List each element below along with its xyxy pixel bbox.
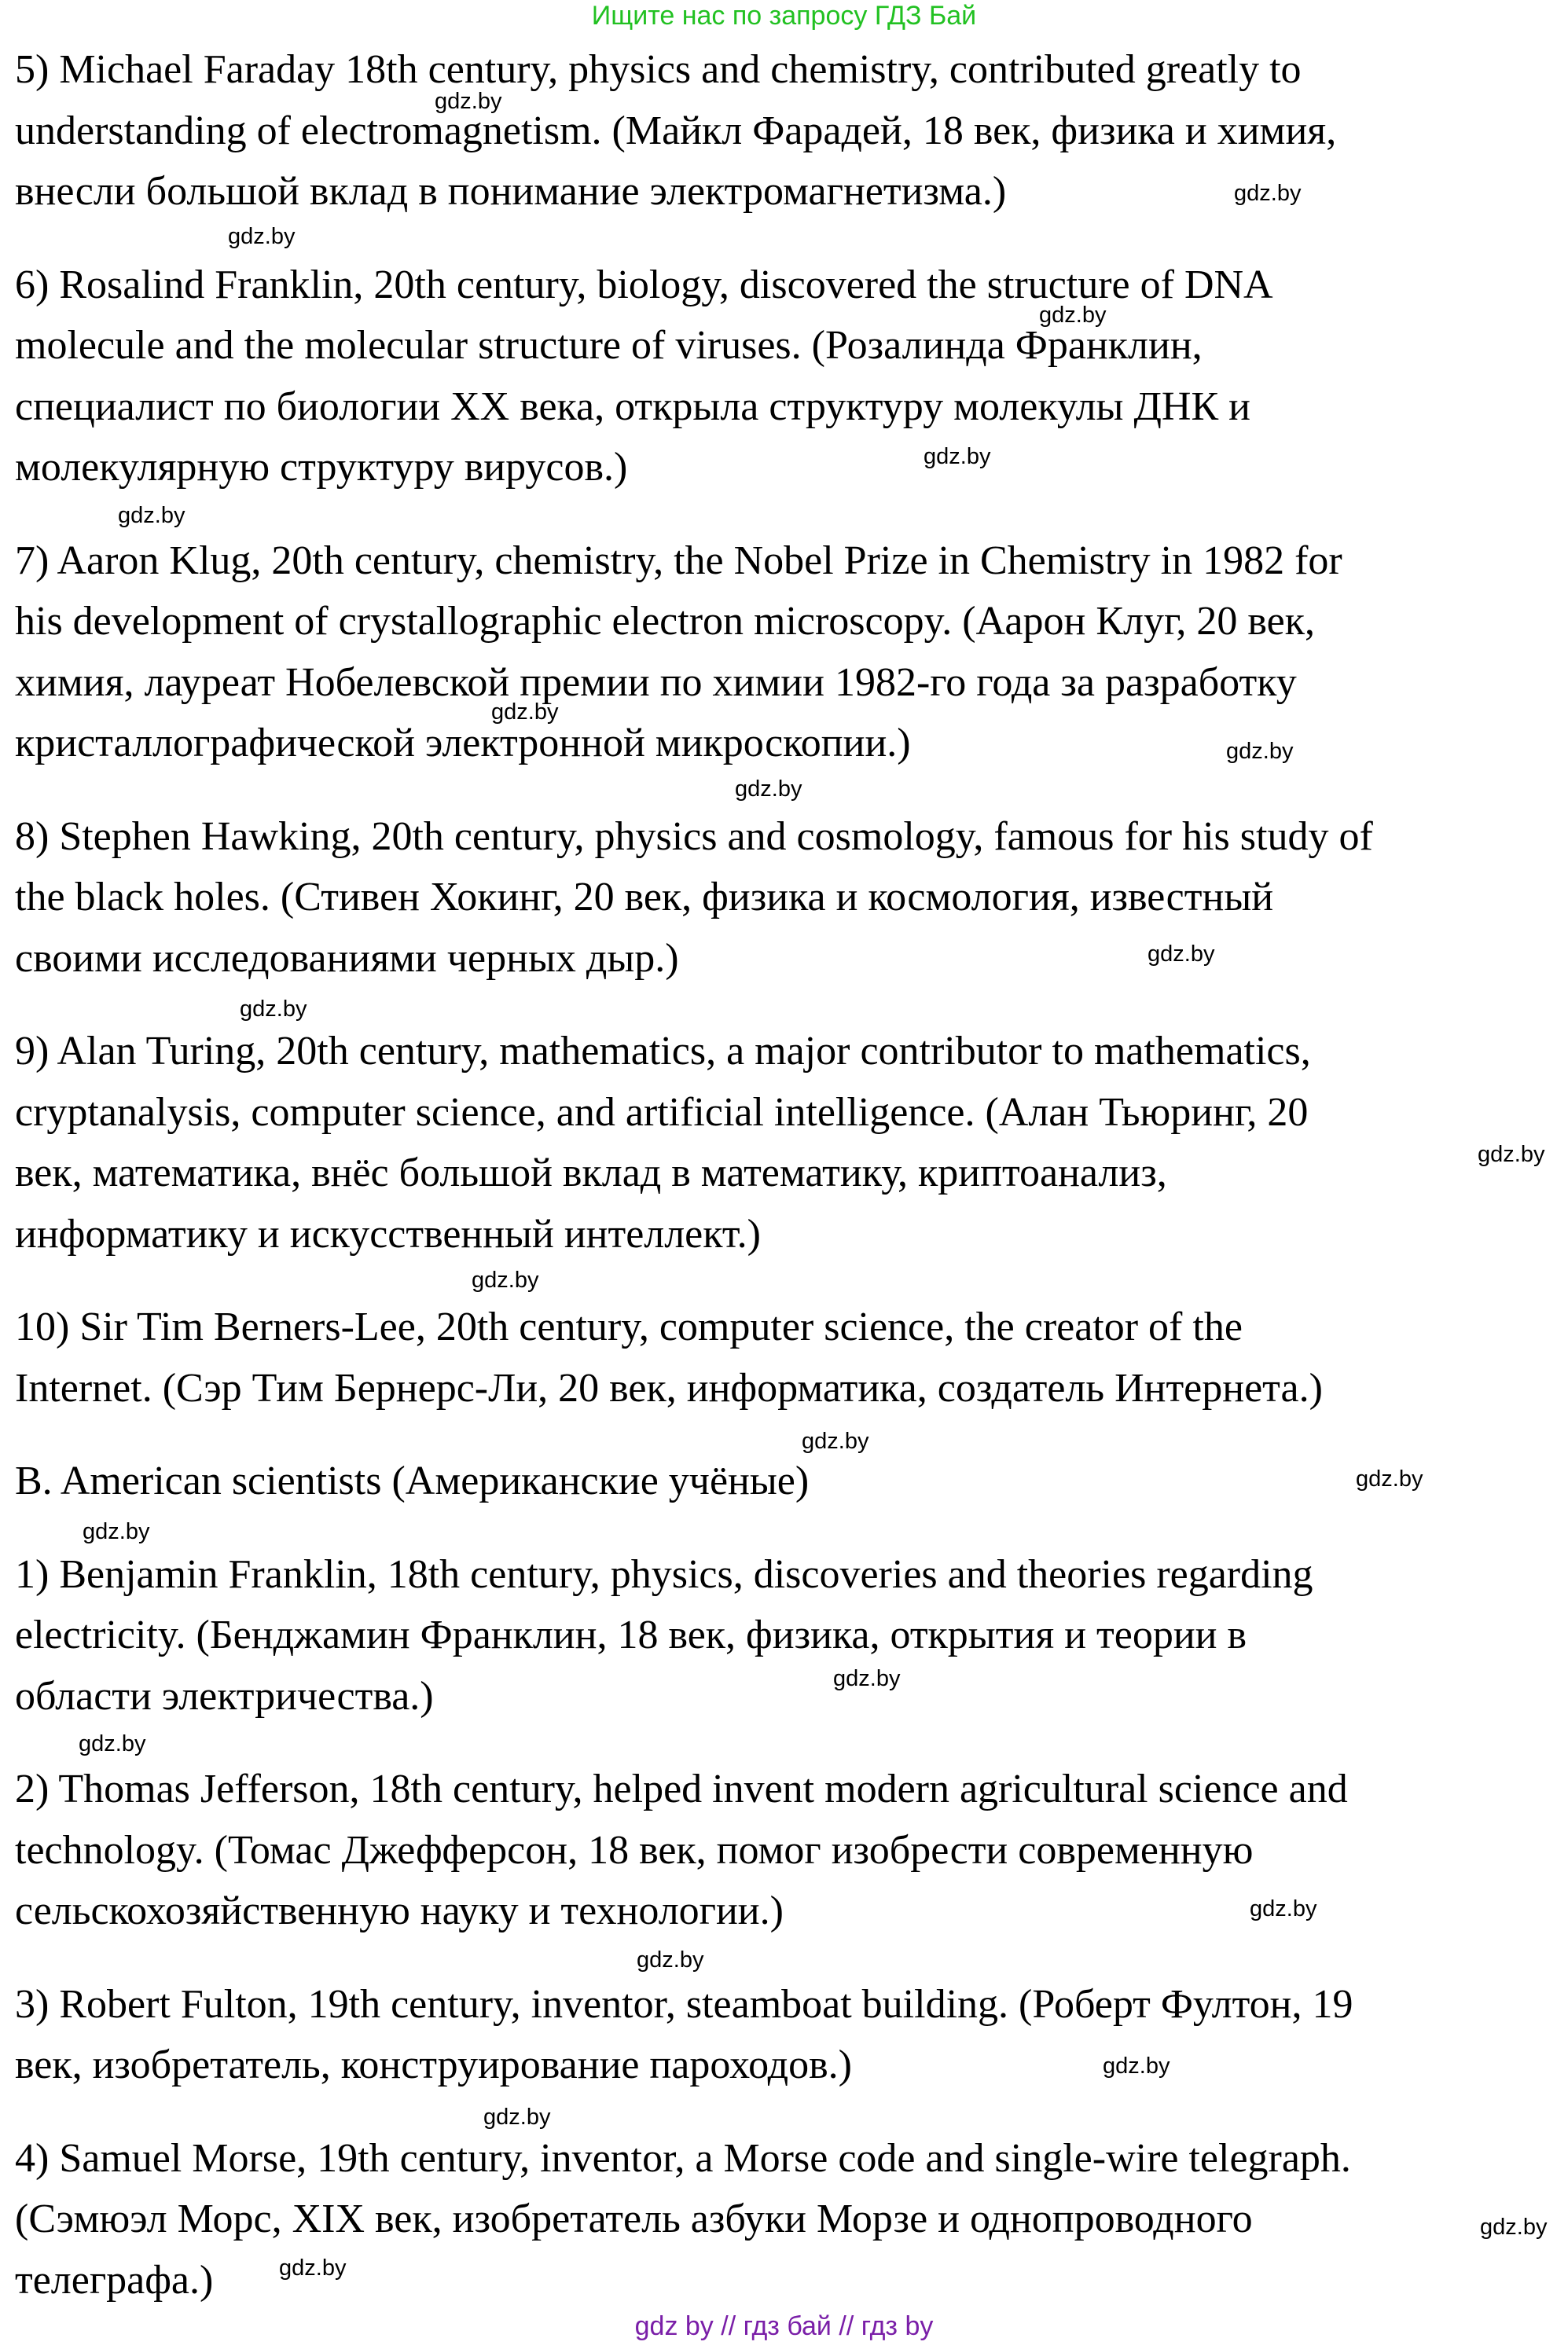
text-line: his development of crystallographic electron microscopy. (Аарон Клуг, 20 век,	[15, 599, 1316, 644]
document-body	[15, 39, 1555, 2343]
text-line: внесли большой вклад в понимание электромагнетизма.)	[15, 169, 1007, 214]
text-line: molecule and the molecular structure of viruses. (Розалинда Франклин,	[15, 323, 1203, 368]
watermark-text: gdz.by	[802, 1429, 869, 1454]
paragraph-turing	[15, 1021, 1555, 1264]
footer-links: gdz by // гдз бай // гдз by	[634, 2311, 934, 2341]
text-line: (Сэмюэл Морс, XIX век, изобретатель азбуки Морзе и однопроводного	[15, 2197, 1253, 2241]
watermark-text: gdz.by	[1103, 2054, 1170, 2079]
paragraph-jefferson	[15, 1759, 1555, 1942]
text-line: 3) Robert Fulton, 19th century, inventor, steamboat building. (Роберт Фултон, 19	[15, 1981, 1353, 2027]
text-line: телеграфа.)	[15, 2257, 214, 2303]
watermark-text: gdz.by	[1480, 2215, 1548, 2240]
watermark-text: gdz.by	[435, 89, 502, 114]
watermark-text: gdz.by	[491, 699, 559, 725]
paragraph-hawking	[15, 806, 1555, 989]
watermark-text: gdz.by	[924, 444, 991, 469]
text-line: век, изобретатель, конструирование пароходов.)	[15, 2043, 852, 2087]
watermark-text: gdz.by	[1250, 1896, 1317, 1921]
watermark-text: gdz.by	[1148, 941, 1215, 967]
text-line: cryptanalysis, computer science, and artificial intelligence. (Алан Тьюринг, 20	[15, 1089, 1309, 1135]
text-line: Internet. (Сэр Тим Бернерс-Ли, 20 век, информатика, создатель Интернета.)	[15, 1365, 1323, 1411]
watermark-text: gdz.by	[1478, 1142, 1545, 1167]
paragraph-klug	[15, 530, 1555, 774]
text-line: области электричества.)	[15, 1673, 434, 1719]
text-line: 9) Alan Turing, 20th century, mathematics, a major contributor to mathematics,	[15, 1029, 1311, 1074]
text-line: молекулярную структуру вирусов.)	[15, 445, 628, 490]
section-heading-american-scientists	[15, 1451, 1555, 1512]
text-line: electricity. (Бенджамин Франклин, 18 век, физика, открытия и теории в	[15, 1613, 1247, 1657]
watermark-text: gdz.by	[483, 2105, 551, 2130]
text-line: the black holes. (Стивен Хокинг, 20 век, физика и космология, известный	[15, 875, 1274, 919]
text-line: сельскохозяйственную науку и технологии.)	[15, 1888, 784, 1933]
paragraph-franklin-benjamin	[15, 1544, 1555, 1727]
watermark-text: gdz.by	[1234, 181, 1302, 206]
text-line: technology. (Томас Джефферсон, 18 век, помог изобрести современную	[15, 1827, 1254, 1873]
paragraph-berners-lee	[15, 1297, 1555, 1419]
watermark-text: gdz.by	[1226, 739, 1294, 764]
paragraph-franklin-rosalind	[15, 255, 1555, 498]
text-line: 4) Samuel Morse, 19th century, inventor, a Morse code and single-wire telegraph.	[15, 2135, 1351, 2181]
watermark-text: gdz.by	[1356, 1466, 1423, 1492]
watermark-text: gdz.by	[472, 1268, 539, 1293]
text-line: 2) Thomas Jefferson, 18th century, helped invent modern agricultural science and	[15, 1767, 1348, 1811]
text-line: understanding of electromagnetism. (Майкл Фарадей, 18 век, физика и химия,	[15, 108, 1337, 153]
text-line: специалист по биологии XX века, открыла структуру молекулы ДНК и	[15, 384, 1250, 429]
watermark-text: gdz.by	[637, 1947, 704, 1973]
watermark-text: gdz.by	[228, 224, 296, 249]
text-line: 5) Michael Faraday 18th century, physics and chemistry, contributed greatly to	[15, 47, 1302, 92]
text-line: 10) Sir Tim Berners-Lee, 20th century, computer science, the creator of the	[15, 1305, 1243, 1349]
text-line: век, математика, внёс большой вклад в математику, криптоанализ,	[15, 1151, 1167, 1195]
watermark-text: gdz.by	[83, 1519, 150, 1544]
watermark-text: gdz.by	[240, 996, 307, 1022]
watermark-text: gdz.by	[279, 2255, 347, 2281]
text-line: химия, лауреат Нобелевской премии по химии 1982-го года за разработку	[15, 659, 1297, 705]
text-line: B. American scientists (Американские учёные)	[15, 1459, 810, 1503]
watermark-text: gdz.by	[118, 503, 185, 528]
text-line: информатику и искусственный интеллект.)	[15, 1211, 761, 1257]
text-line: 6) Rosalind Franklin, 20th century, biology, discovered the structure of DNA	[15, 262, 1273, 307]
watermark-text: gdz.by	[735, 776, 802, 802]
text-line: 1) Benjamin Franklin, 18th century, physics, discoveries and theories regarding	[15, 1551, 1313, 1597]
paragraph-faraday	[15, 39, 1555, 222]
watermark-text: gdz.by	[79, 1731, 146, 1756]
watermark-text: gdz.by	[1039, 303, 1107, 328]
top-banner: Ищите нас по запросу ГДЗ Бай	[591, 1, 977, 31]
paragraph-fulton	[15, 1974, 1555, 2096]
text-line: кристаллографической электронной микроскопии.)	[15, 721, 911, 765]
text-line: 7) Aaron Klug, 20th century, chemistry, the Nobel Prize in Chemistry in 1982 for	[15, 538, 1342, 583]
paragraph-morse	[15, 2128, 1555, 2311]
text-line: 8) Stephen Hawking, 20th century, physics and cosmology, famous for his study of	[15, 813, 1373, 859]
watermark-text: gdz.by	[833, 1666, 901, 1691]
text-line: своими исследованиями черных дыр.)	[15, 935, 679, 981]
